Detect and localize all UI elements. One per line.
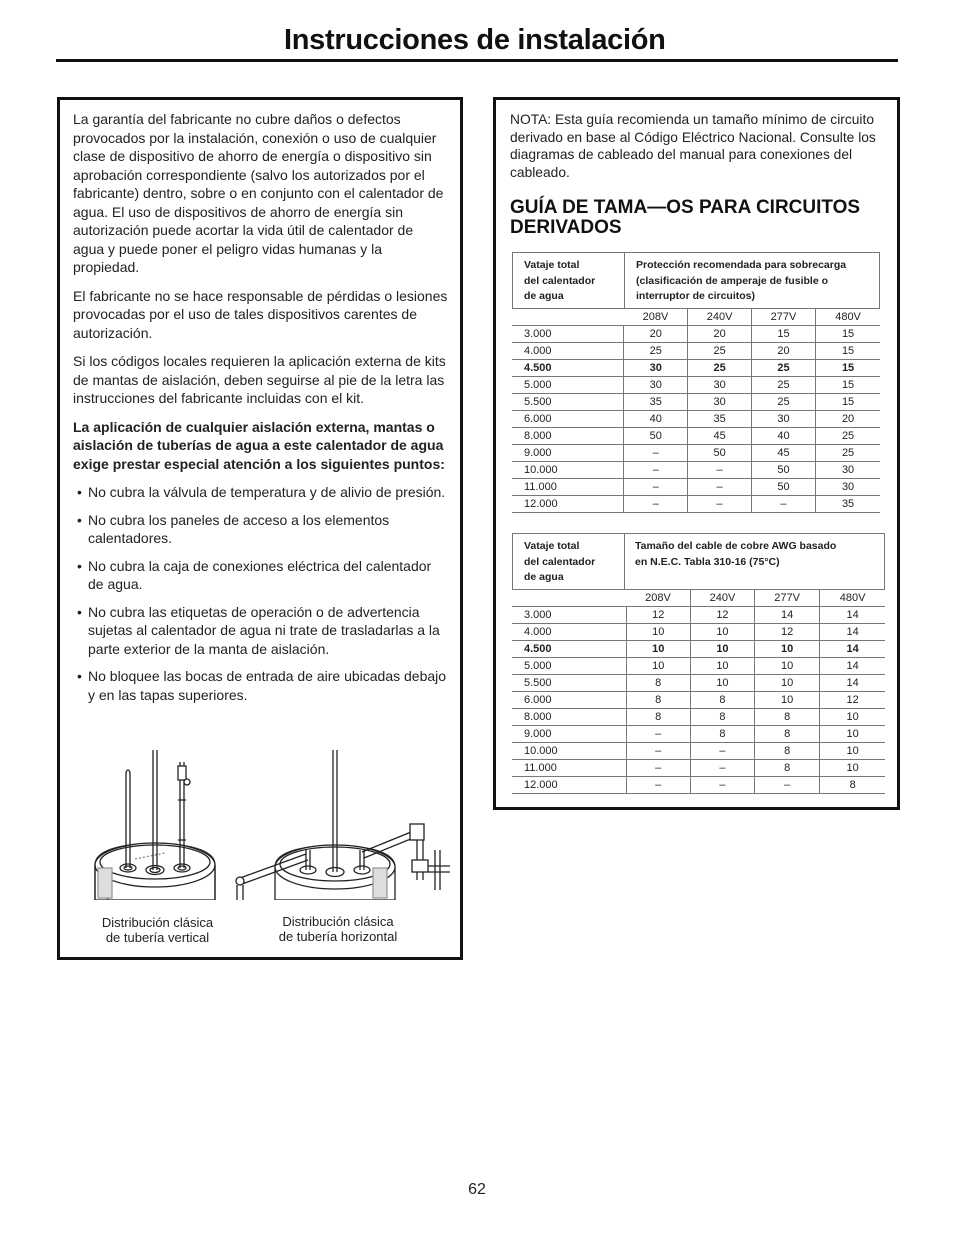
wattage-cell: 9.000 — [512, 726, 626, 743]
wattage-column-header: Vataje total del calentador de agua — [524, 259, 596, 302]
value-cell: 10 — [820, 743, 885, 760]
value-cell: 40 — [751, 428, 815, 445]
value-cell: 35 — [688, 411, 751, 428]
value-cell: 8 — [690, 726, 754, 743]
wire-size-table-header — [512, 533, 885, 590]
voltage-header: 277V — [751, 309, 815, 326]
table-row — [512, 743, 885, 760]
wattage-cell: 10.000 — [512, 462, 624, 479]
value-cell: 15 — [816, 394, 880, 411]
value-cell: 20 — [751, 343, 815, 360]
value-cell: 30 — [816, 479, 880, 496]
value-cell: 10 — [820, 760, 885, 777]
wattage-column-header: Vataje total del calentador de agua — [524, 540, 596, 583]
table-row — [512, 726, 885, 743]
value-cell: 25 — [751, 394, 815, 411]
value-cell: 20 — [624, 326, 688, 343]
insulation-precautions-list — [73, 483, 448, 704]
wattage-cell: 12.000 — [512, 496, 624, 513]
value-cell: 14 — [820, 675, 885, 692]
value-cell: 25 — [751, 360, 815, 377]
warranty-notice-box — [57, 97, 463, 960]
value-cell: 35 — [624, 394, 688, 411]
value-cell: – — [688, 496, 751, 513]
page-number: 62 — [468, 1181, 486, 1198]
wattage-cell: 11.000 — [512, 760, 626, 777]
value-cell: – — [624, 479, 688, 496]
value-cell: 14 — [820, 624, 885, 641]
vertical-piping-heater-icon — [95, 750, 215, 900]
value-cell: 10 — [690, 641, 754, 658]
wattage-cell: 4.000 — [512, 624, 626, 641]
value-cell: – — [688, 479, 751, 496]
value-cell: – — [626, 760, 690, 777]
value-cell: 8 — [755, 709, 820, 726]
wattage-cell: 4.500 — [512, 641, 626, 658]
insulation-warning: La aplicación de cualquier aislación externa, mantas o aislación de tuberías de agua a este calentador de agua exige prestar especial atención a los siguientes puntos: — [73, 418, 445, 472]
voltage-header-row — [512, 590, 885, 607]
overcurrent-protection-table — [512, 308, 880, 513]
wattage-cell: 12.000 — [512, 777, 626, 794]
value-cell: 25 — [688, 360, 751, 377]
title-rule — [56, 59, 898, 62]
value-cell: 12 — [755, 624, 820, 641]
table-row — [512, 462, 880, 479]
value-cell: 12 — [626, 607, 690, 624]
value-cell: 15 — [751, 326, 815, 343]
value-cell: 10 — [690, 624, 754, 641]
wattage-cell: 5.500 — [512, 394, 624, 411]
value-cell: 30 — [751, 411, 815, 428]
horizontal-piping-heater-icon — [236, 750, 450, 910]
local-codes-paragraph: Si los códigos locales requieren la aplicación externa de kits de mantas de aislación, deben seguirse al pie de la letra las instrucciones del fabricante incluidas con el kit. — [73, 353, 446, 406]
value-cell: 30 — [688, 394, 751, 411]
wattage-cell: 5.000 — [512, 377, 624, 394]
value-cell: – — [690, 760, 754, 777]
voltage-header: 240V — [688, 309, 751, 326]
wattage-cell: 4.500 — [512, 360, 624, 377]
table-row — [512, 343, 880, 360]
wire-size-table — [512, 589, 885, 794]
value-cell: 14 — [755, 607, 820, 624]
value-cell: 8 — [755, 743, 820, 760]
voltage-header: 480V — [820, 590, 885, 607]
page-title: Instrucciones de instalación — [284, 24, 666, 56]
table-row — [512, 496, 880, 513]
value-cell: 20 — [688, 326, 751, 343]
wattage-cell: 5.000 — [512, 658, 626, 675]
value-cell: 14 — [820, 658, 885, 675]
value-cell: – — [688, 462, 751, 479]
value-cell: 35 — [816, 496, 880, 513]
value-cell: 8 — [755, 726, 820, 743]
wattage-cell: 6.000 — [512, 692, 626, 709]
empty-cell — [512, 309, 624, 326]
value-cell: 50 — [688, 445, 751, 462]
value-cell: 25 — [624, 343, 688, 360]
voltage-header: 277V — [755, 590, 820, 607]
table-row — [512, 709, 885, 726]
value-cell: – — [624, 445, 688, 462]
value-cell: 30 — [816, 462, 880, 479]
value-cell: – — [755, 777, 820, 794]
value-cell: 15 — [816, 377, 880, 394]
value-cell: – — [690, 743, 754, 760]
liability-paragraph: El fabricante no se hace responsable de pérdidas o lesiones provocadas por el uso de tales dispositivos carentes de autorización. — [73, 287, 448, 341]
value-cell: – — [690, 777, 754, 794]
value-cell: 8 — [626, 709, 690, 726]
table-row — [512, 641, 885, 658]
overcurrent-table-header — [512, 252, 880, 309]
value-cell: 8 — [755, 760, 820, 777]
bullet-icon: • — [77, 557, 82, 574]
voltage-header: 208V — [626, 590, 690, 607]
value-cell: – — [626, 726, 690, 743]
value-cell: 8 — [690, 692, 754, 709]
voltage-header: 240V — [690, 590, 754, 607]
value-cell: 25 — [688, 343, 751, 360]
table-row — [512, 692, 885, 709]
list-item: • No cubra los paneles de acceso a los elementos calentadores. — [77, 511, 390, 546]
value-cell: 8 — [626, 692, 690, 709]
table-row — [512, 428, 880, 445]
value-cell: 14 — [820, 607, 885, 624]
value-cell: – — [751, 496, 815, 513]
value-cell: – — [624, 462, 688, 479]
value-cell: 10 — [626, 641, 690, 658]
table-row — [512, 658, 885, 675]
overcurrent-column-header: Protección recomendada para sobrecarga (clasificación de amperaje de fusible o interruptor de circuitos) — [636, 259, 847, 302]
wattage-cell: 6.000 — [512, 411, 624, 428]
wattage-cell: 3.000 — [512, 607, 626, 624]
value-cell: 50 — [751, 462, 815, 479]
voltage-header: 208V — [624, 309, 688, 326]
value-cell: 15 — [816, 326, 880, 343]
wattage-cell: 4.000 — [512, 343, 624, 360]
value-cell: 10 — [820, 726, 885, 743]
wattage-cell: 5.500 — [512, 675, 626, 692]
voltage-header-row — [512, 309, 880, 326]
value-cell: 8 — [820, 777, 885, 794]
value-cell: 10 — [626, 658, 690, 675]
empty-cell — [512, 590, 626, 607]
warranty-paragraph: La garantía del fabricante no cubre daños o defectos provocados por la instalación, conexión o uso de cualquier clase de dispositivo de ahorro de energía o dispositivo sin aprobación correspondiente (salvo los autorizados por el fabricante) dentro, sobre o en conjunto con el calentador de agua. El uso de dispositivos de ahorro de energía sin autorización puede acortar la vida útil de calentador de agua y puede poner el peligro vidas humanas y la propiedad. — [73, 111, 444, 275]
list-item: • No bloquee las bocas de entrada de aire ubicadas debajo y en las tapas superiores. — [77, 668, 447, 703]
value-cell: 25 — [816, 445, 880, 462]
value-cell: 10 — [820, 709, 885, 726]
list-item: • No cubra la caja de conexiones eléctrica del calentador de agua. — [77, 557, 432, 592]
wattage-cell: 8.000 — [512, 709, 626, 726]
circuit-sizing-guide-box — [493, 97, 900, 810]
value-cell: – — [626, 743, 690, 760]
value-cell: 45 — [751, 445, 815, 462]
voltage-header: 480V — [816, 309, 880, 326]
value-cell: 10 — [690, 675, 754, 692]
value-cell: 8 — [690, 709, 754, 726]
bullet-icon: • — [77, 603, 82, 620]
value-cell: 50 — [751, 479, 815, 496]
value-cell: 12 — [690, 607, 754, 624]
value-cell: 30 — [688, 377, 751, 394]
wire-size-column-header: Tamaño del cable de cobre AWG basado en N.E.C. Tabla 310-16 (75°C) — [635, 540, 837, 568]
list-item: • No cubra la válvula de temperatura y de alivio de presión. — [77, 484, 446, 500]
value-cell: 40 — [624, 411, 688, 428]
value-cell: 45 — [688, 428, 751, 445]
bullet-icon: • — [77, 668, 82, 684]
value-cell: 25 — [816, 428, 880, 445]
value-cell: 25 — [751, 377, 815, 394]
horizontal-piping-caption: Distribución clásica de tubería horizontal — [278, 914, 398, 944]
table-row — [512, 360, 880, 377]
value-cell: 50 — [624, 428, 688, 445]
value-cell: 10 — [626, 624, 690, 641]
bullet-icon: • — [77, 484, 82, 500]
wattage-cell: 9.000 — [512, 445, 624, 462]
table-row — [512, 411, 880, 428]
bullet-icon: • — [77, 511, 82, 528]
nec-note: NOTA: Esta guía recomienda un tamaño mínimo de circuito derivado en base al Código Eléctrico Nacional. Consulte los diagramas de cableado del manual para conexiones del cableado. — [510, 112, 876, 180]
table-row — [512, 377, 880, 394]
table-row — [512, 479, 880, 496]
value-cell: 10 — [755, 675, 820, 692]
value-cell: 15 — [816, 360, 880, 377]
value-cell: – — [626, 777, 690, 794]
list-item: • No cubra las etiquetas de operación o de advertencia sujetas al calentador de agua ni trate de trasladarlas a la parte exterior de la manta de aislación. — [77, 603, 440, 657]
section-heading: GUÍA DE TAMA—OS PARA CIRCUITOS DERIVADOS — [510, 197, 861, 238]
value-cell: 12 — [820, 692, 885, 709]
table-row — [512, 394, 880, 411]
table-row — [512, 675, 885, 692]
table-row — [512, 760, 885, 777]
table-row — [512, 777, 885, 794]
table-row — [512, 624, 885, 641]
wattage-cell: 8.000 — [512, 428, 624, 445]
wattage-cell: 3.000 — [512, 326, 624, 343]
value-cell: 10 — [755, 658, 820, 675]
wattage-cell: 11.000 — [512, 479, 624, 496]
vertical-piping-caption: Distribución clásica de tubería vertical — [101, 915, 214, 945]
value-cell: 10 — [690, 658, 754, 675]
value-cell: – — [624, 496, 688, 513]
value-cell: 10 — [755, 641, 820, 658]
wattage-cell: 10.000 — [512, 743, 626, 760]
value-cell: 20 — [816, 411, 880, 428]
value-cell: 30 — [624, 360, 688, 377]
table-row — [512, 326, 880, 343]
table-row — [512, 445, 880, 462]
value-cell: 8 — [626, 675, 690, 692]
value-cell: 30 — [624, 377, 688, 394]
table-row — [512, 607, 885, 624]
value-cell: 15 — [816, 343, 880, 360]
value-cell: 14 — [820, 641, 885, 658]
value-cell: 10 — [755, 692, 820, 709]
